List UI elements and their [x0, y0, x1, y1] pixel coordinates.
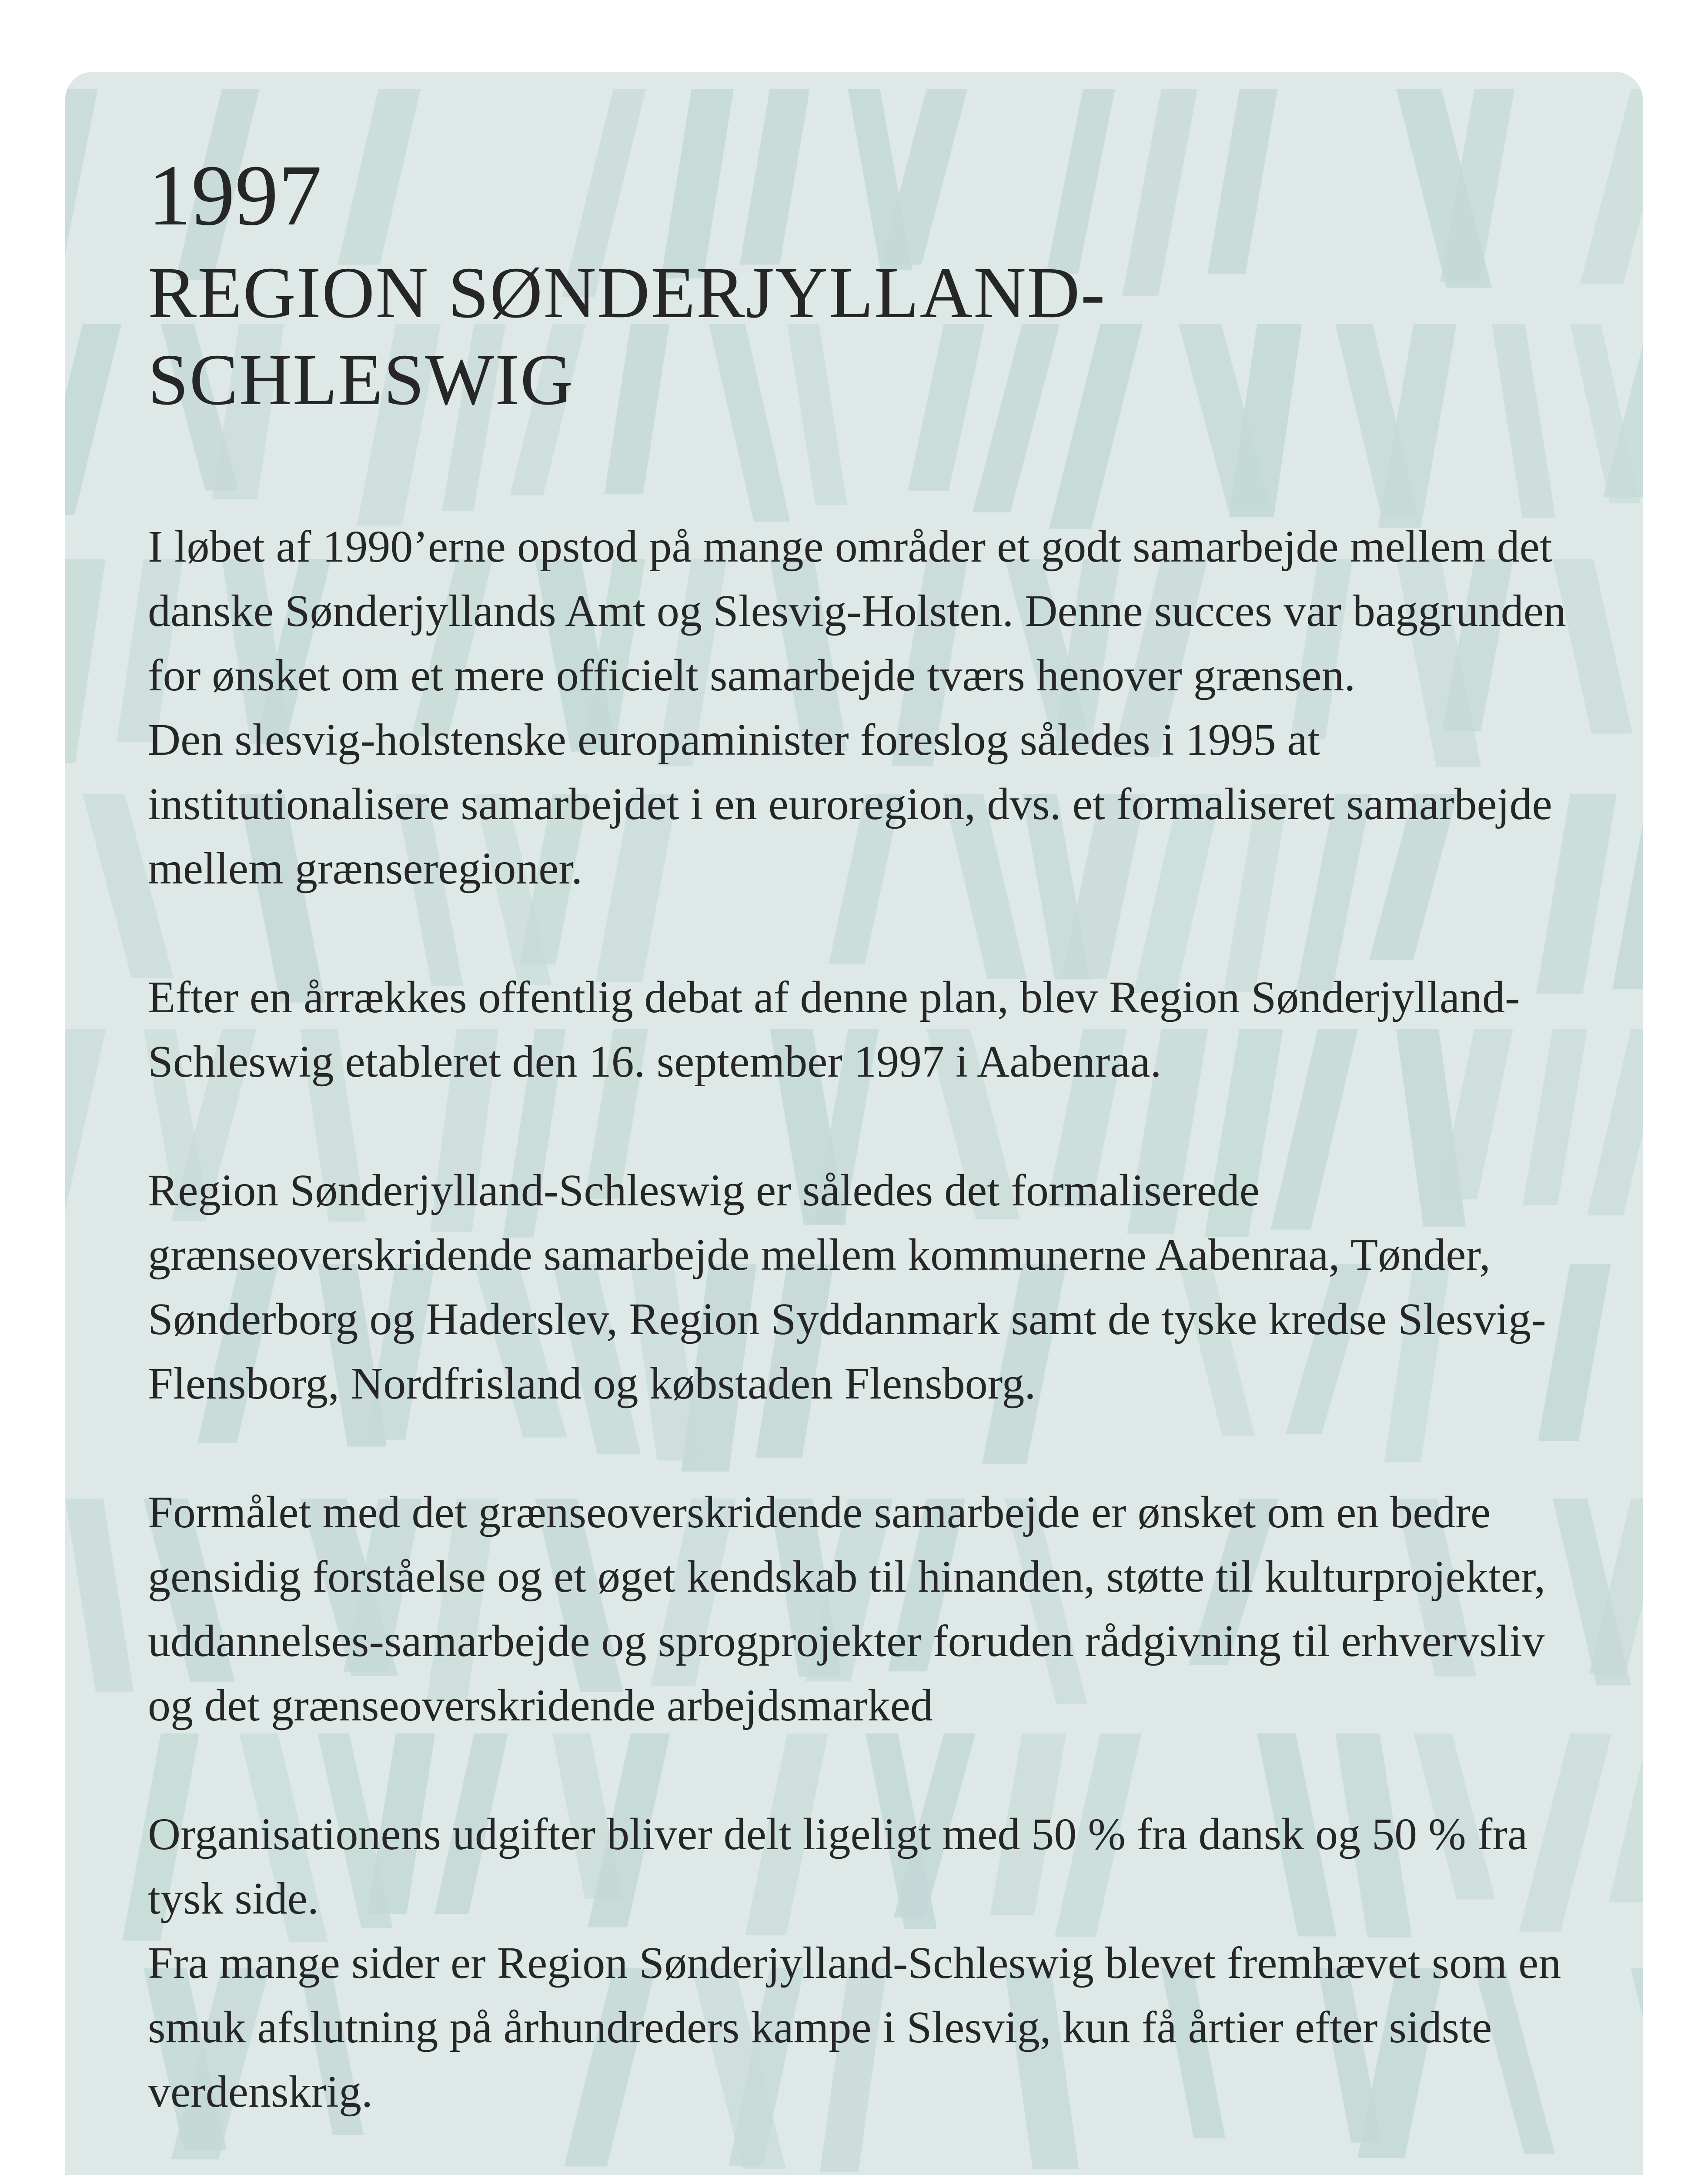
- pattern-stroke: [65, 89, 98, 279]
- title-heading: [148, 249, 1579, 423]
- info-card: [65, 72, 1643, 2175]
- pattern-stroke: [1580, 89, 1643, 284]
- title-line-1: REGION SØNDERJYLLAND-: [148, 252, 1106, 333]
- pattern-stroke: [1609, 1733, 1643, 1902]
- paragraph-7: Fra mange sider er Region Sønderjylland-Schleswig blevet fremhævet som en smuk afslutning på århundreders kampe i Slesvig, kun få årtier efter sidste verdenskrig.: [148, 1938, 1561, 2117]
- title-line-2: SCHLESWIG: [148, 339, 574, 420]
- pattern-stroke: [1612, 794, 1643, 989]
- paragraph-3: Efter en årrækkes offentlig debat af denne plan, blev Region Sønderjylland-Schleswig etableret den 16. september 1997 i Aabenraa.: [148, 972, 1520, 1087]
- pattern-stroke: [1631, 1968, 1643, 2156]
- pattern-stroke: [65, 1499, 134, 1692]
- paragraph-6: Organisationens udgifter bliver delt ligeligt med 50 % fra dansk og 50 % fra tysk side.: [148, 1809, 1528, 1924]
- pattern-stroke: [1587, 1029, 1643, 1215]
- pattern-stroke: [65, 324, 121, 515]
- paragraph-5: Formålet med det grænseoverskridende samarbejde er ønsket om en bedre gensidig forståelse og et øget kendskab til hinanden, støtte til kulturprojekter, uddannelses-samarbejde og sprogprojekter foruden rådgivning til erhvervsliv og det grænseoverskridende arbejdsmarked: [148, 1487, 1546, 1730]
- body-text: [148, 515, 1579, 2124]
- card-content: [148, 146, 1579, 2124]
- pattern-stroke: [65, 559, 106, 763]
- paragraph-2: Den slesvig-holstenske europaminister foreslog således i 1995 at institutionalisere samarbejdet i en euroregion, dvs. et formaliseret samarbejde mellem grænseregioner.: [148, 715, 1552, 893]
- paragraph-1: I løbet af 1990’erne opstod på mange områder et godt samarbejde mellem det danske Sønderjyllands Amt og Slesvig-Holsten. Denne succes var baggrunden for ønsket om et mere officielt samarbejde tværs henover grænsen.: [148, 522, 1566, 700]
- year-heading: 1997: [148, 147, 322, 244]
- paragraph-4: Region Sønderjylland-Schleswig er således det formaliserede grænseoverskridende samarbejde mellem kommunerne Aabenraa, Tønder, Sønderborg og Haderslev, Region Syddanmark samt de tyske kredse Slesvig-Flensborg, Nordfrisland og købstaden Flensborg.: [148, 1165, 1546, 1409]
- pattern-stroke: [65, 1029, 106, 1219]
